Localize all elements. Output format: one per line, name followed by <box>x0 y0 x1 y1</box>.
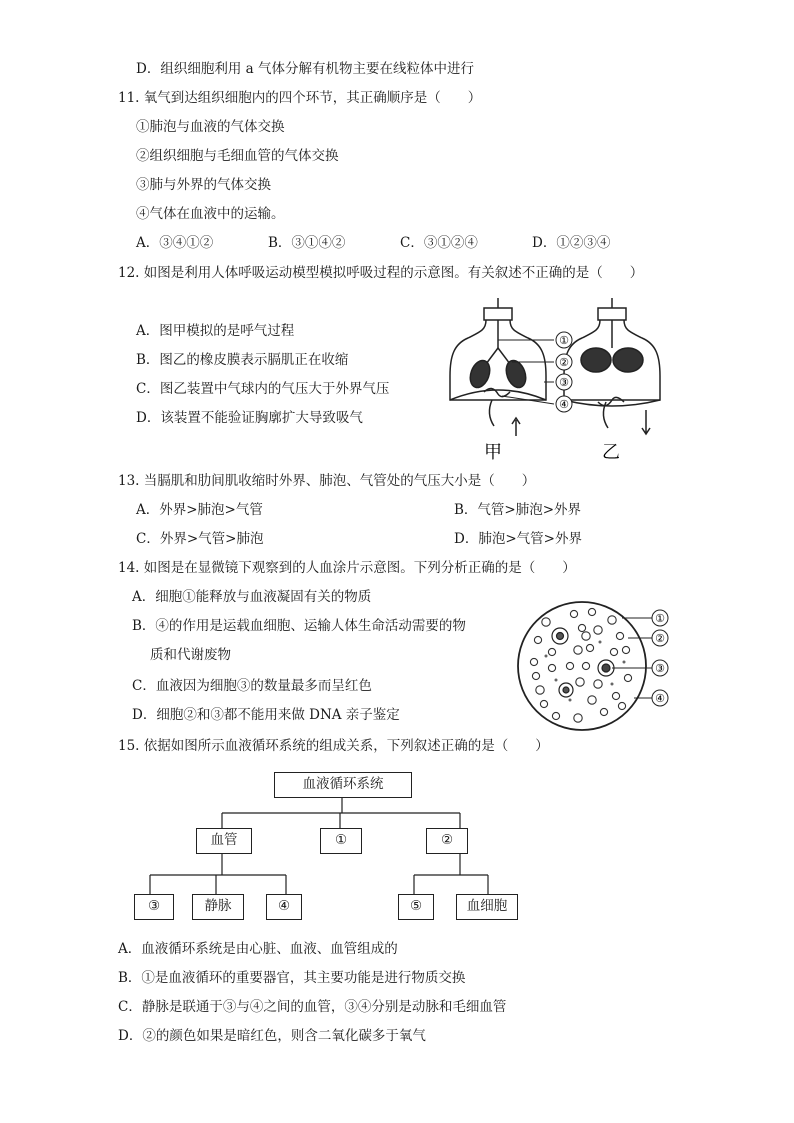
q12-label-3: ③ <box>559 376 569 389</box>
q12-label-4: ④ <box>559 398 569 411</box>
q11-option-a: A．③④①② <box>136 235 214 251</box>
q13-option-d: D．肺泡>气管>外界 <box>454 531 582 547</box>
diagram-box-4: ④ <box>266 894 302 920</box>
q11-item-1: ①肺泡与血液的气体交换 <box>136 119 285 135</box>
q12-stem: 12. 如图是利用人体呼吸运动模型模拟呼吸过程的示意图。有关叙述不正确的是（ ） <box>118 265 644 281</box>
q14-option-c: C．血液因为细胞③的数量最多而呈红色 <box>132 678 372 694</box>
q11-item-4: ④气体在血液中的运输。 <box>136 206 285 222</box>
q15-option-c: C．静脉是联通于③与④之间的血管，③④分别是动脉和毛细血管 <box>118 999 507 1015</box>
q15-option-b: B．①是血液循环的重要器官，其主要功能是进行物质交换 <box>118 970 466 986</box>
q12-option-c: C．图乙装置中气球内的气压大于外界气压 <box>136 381 390 397</box>
q15-option-a: A．血液循环系统是由心脏、血液、血管组成的 <box>118 941 398 957</box>
q15-option-d: D．②的颜色如果是暗红色，则含二氧化碳多于氧气 <box>118 1028 426 1044</box>
q15-stem: 15. 依据如图所示血液循环系统的组成关系，下列叙述正确的是（ ） <box>118 738 549 754</box>
q14-label-3: ③ <box>655 662 665 675</box>
q11-item-3: ③肺与外界的气体交换 <box>136 177 271 193</box>
diagram-blood-cell-box: 血细胞 <box>456 894 518 920</box>
q14-option-d: D．细胞②和③都不能用来做 DNA 亲子鉴定 <box>132 707 400 723</box>
diagram-box-1: ① <box>320 828 362 854</box>
q14-label-2: ② <box>655 632 665 645</box>
diagram-vessel-box: 血管 <box>196 828 252 854</box>
q14-stem: 14. 如图是在显微镜下观察到的人血涂片示意图。下列分析正确的是（ ） <box>118 560 576 576</box>
q12-option-d: D．该装置不能验证胸廓扩大导致吸气 <box>136 410 363 426</box>
q11-option-d: D．①②③④ <box>532 235 611 251</box>
q14-label-4: ④ <box>655 692 665 705</box>
q12-caption-yi: 乙 <box>602 442 620 463</box>
q13-option-a: A．外界>肺泡>气管 <box>136 502 263 518</box>
q11-item-2: ②组织细胞与毛细血管的气体交换 <box>136 148 339 164</box>
q14-option-b: B．④的作用是运载血细胞、运输人体生命活动需要的物 <box>132 618 466 634</box>
q10-option-d: D．组织细胞利用 a 气体分解有机物主要在线粒体中进行 <box>136 61 474 77</box>
q11-option-c: C．③①②④ <box>400 235 478 251</box>
q12-option-b: B．图乙的橡皮膜表示膈肌正在收缩 <box>136 352 349 368</box>
q12-label-1: ① <box>559 334 569 347</box>
q14-label-1: ① <box>655 612 665 625</box>
diagram-root-box: 血液循环系统 <box>274 772 412 798</box>
diagram-vein-box: 静脉 <box>192 894 244 920</box>
q13-option-b: B．气管>肺泡>外界 <box>454 502 582 518</box>
q14-option-b-cont: 质和代谢废物 <box>150 647 231 663</box>
q12-label-2: ② <box>559 356 569 369</box>
diagram-box-5: ⑤ <box>398 894 434 920</box>
q13-stem: 13. 当膈肌和肋间肌收缩时外界、肺泡、气管处的气压大小是（ ） <box>118 473 536 489</box>
diagram-box-3: ③ <box>134 894 174 920</box>
diagram-box-2: ② <box>426 828 468 854</box>
q14-option-a: A．细胞①能释放与血液凝固有关的物质 <box>132 589 372 605</box>
q11-stem: 11. 氧气到达组织细胞内的四个环节，其正确顺序是（ ） <box>118 90 482 106</box>
q12-option-a: A．图甲模拟的是呼气过程 <box>136 323 295 339</box>
q13-option-c: C．外界>气管>肺泡 <box>136 531 264 547</box>
q12-caption-jia: 甲 <box>484 442 502 463</box>
q11-option-b: B．③①④② <box>268 235 346 251</box>
